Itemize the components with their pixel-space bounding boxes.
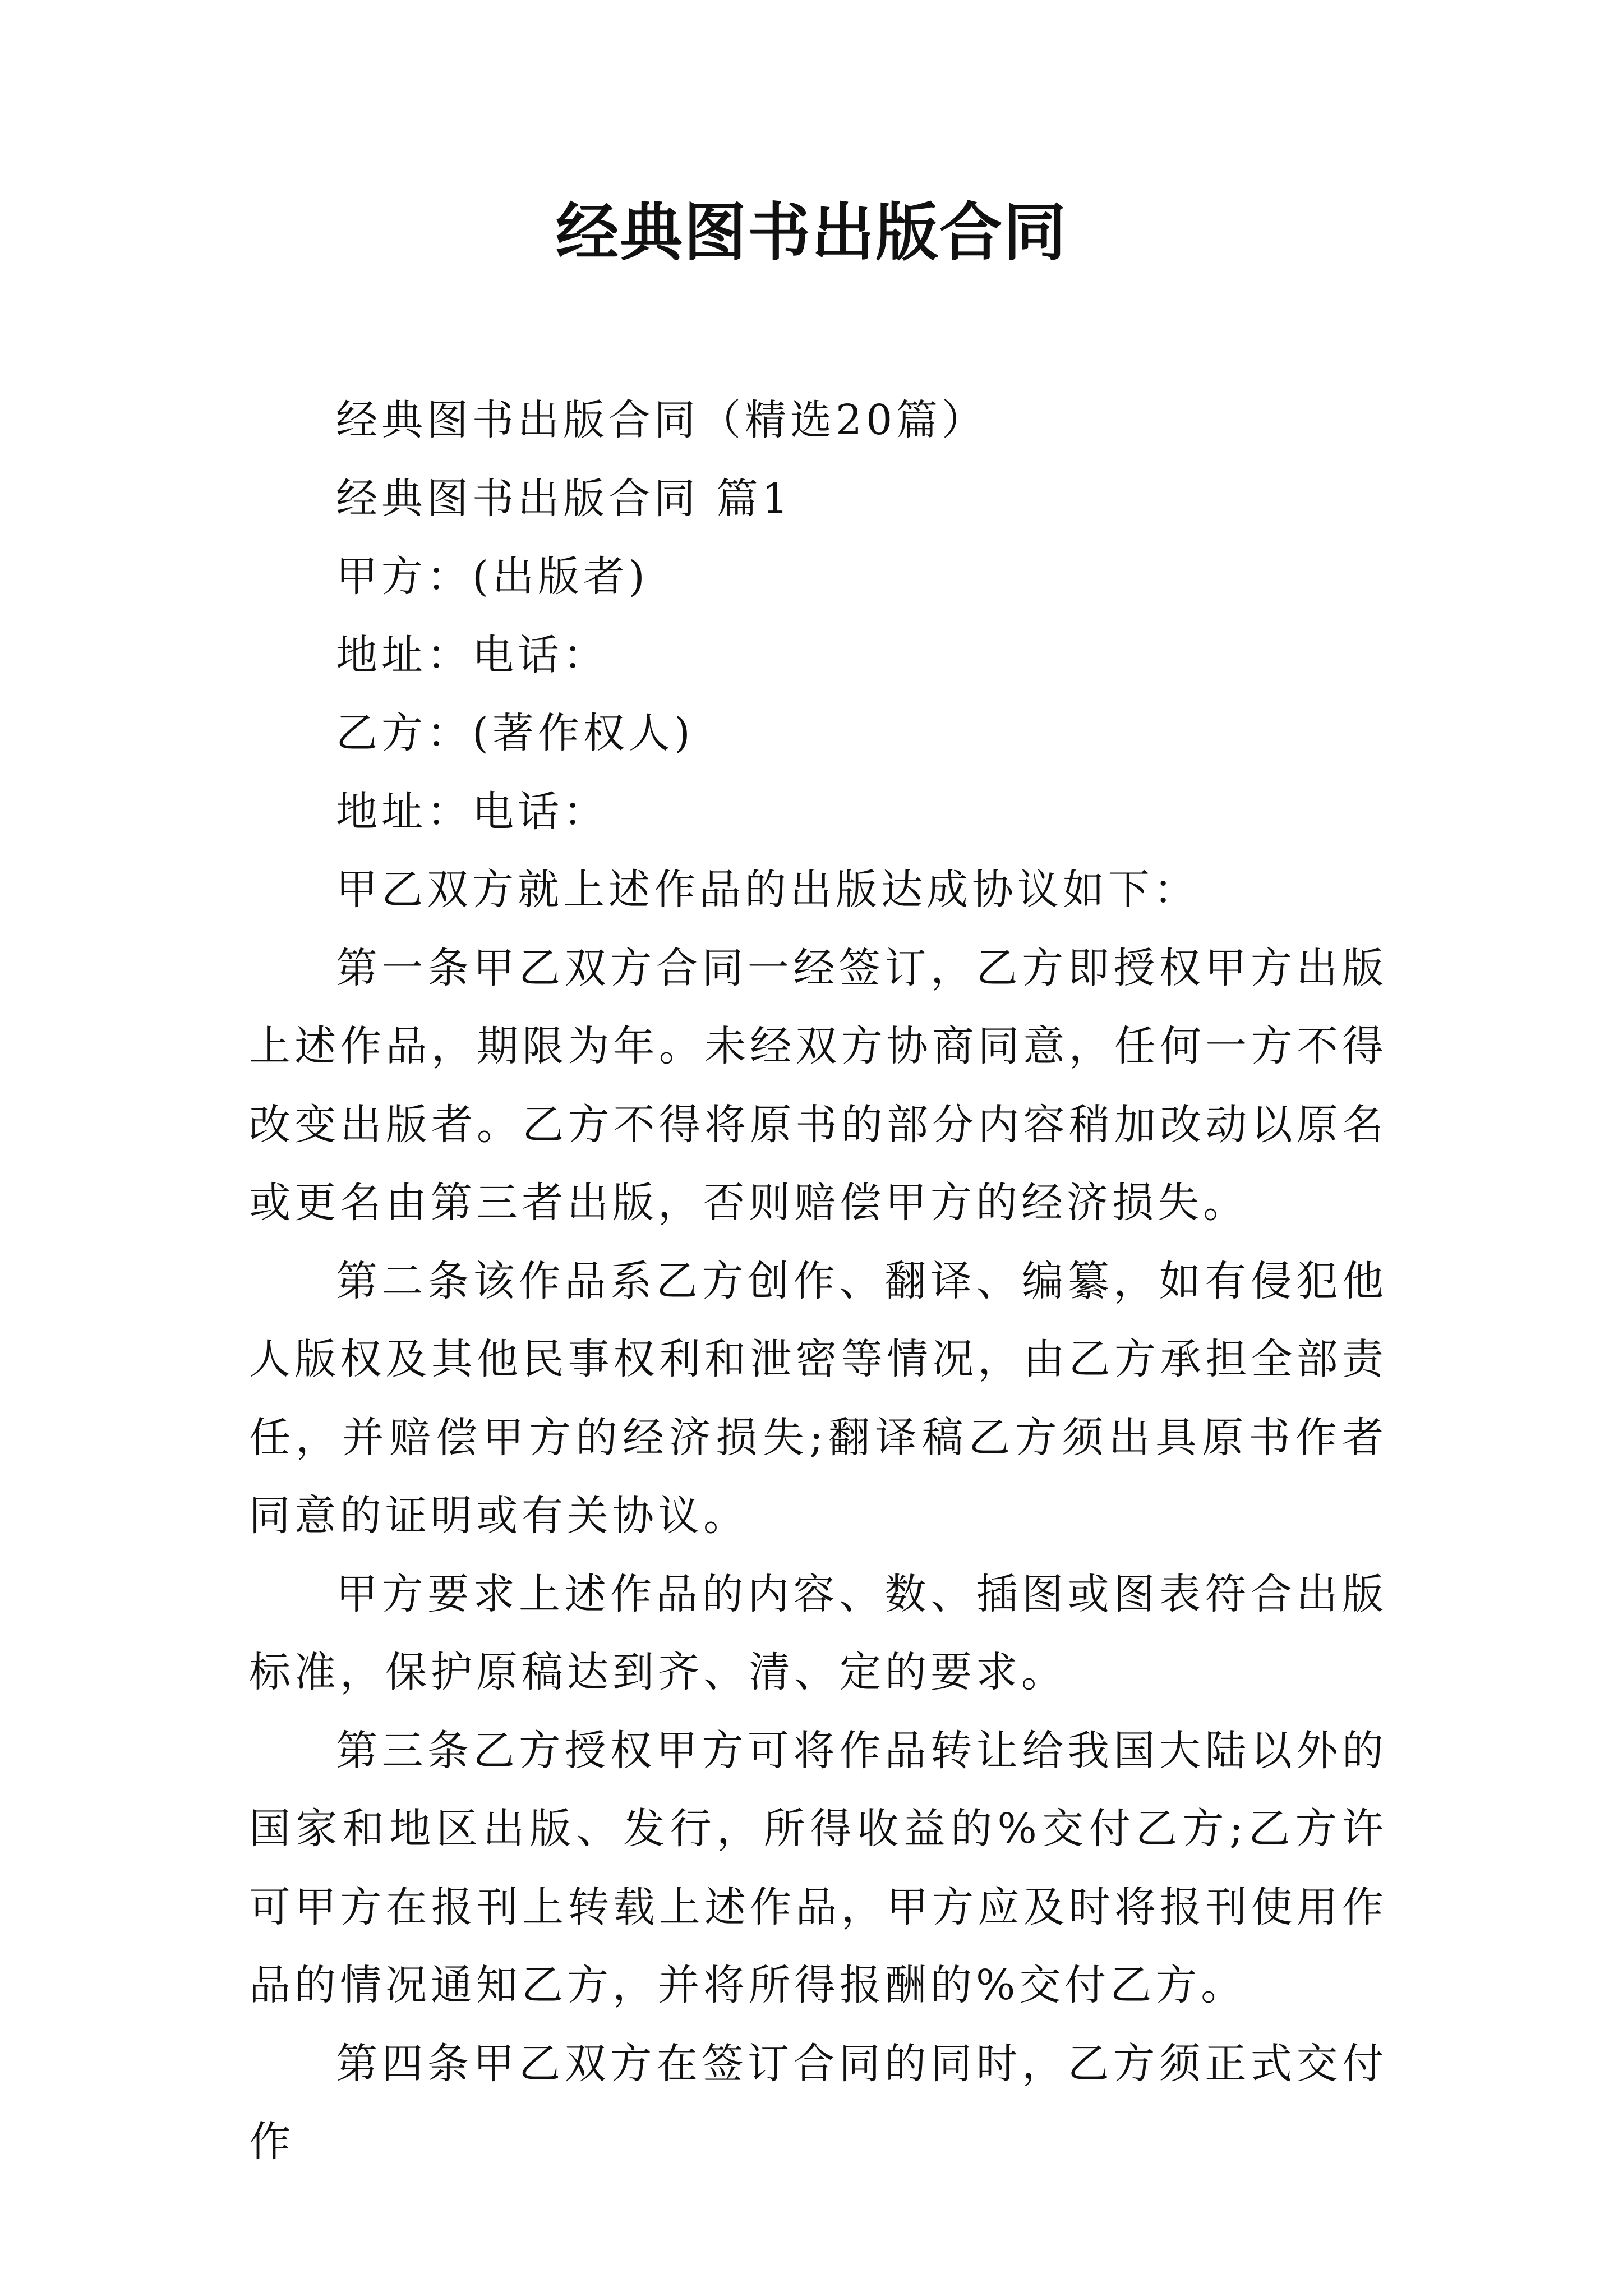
paragraph-party-b-address: 地址：电话： [336,787,608,836]
paragraph-article-1: 第一条甲乙双方合同一经签订，乙方即授权甲方出版上述作品，期限为年。未经双方协商同意，任何一方不得改变出版者。乙方不得将原书的部分内容稍加改动以原名或更名由第三者出版，否则赔偿甲方的经济损失。 [249,944,1387,1227]
paragraph-article-3: 第三条乙方授权甲方可将作品转让给我国大陆以外的国家和地区出版、发行，所得收益的%交付乙方;乙方许可甲方在报刊上转载上述作品，甲方应及时将报刊使用作品的情况通知乙方，并将所得报酬的%交付乙方。 [249,1726,1387,2009]
paragraph-article-2-requirements: 甲方要求上述作品的内容、数、插图或图表符合出版标准，保护原稿达到齐、清、定的要求。 [249,1570,1387,1696]
document-body [249,381,1387,2182]
paragraph-subtitle: 经典图书出版合同（精选20篇） [336,396,988,444]
paragraph-article-4: 第四条甲乙双方在签订合同的同时，乙方须正式交付作 [249,2039,1387,2166]
paragraph-section-heading: 经典图书出版合同 篇1 [336,474,792,523]
paragraph-party-a-address: 地址：电话： [336,631,608,679]
paragraph-article-2: 第二条该作品系乙方创作、翻译、编纂，如有侵犯他人版权及其他民事权利和泄密等情况，由乙方承担全部责任，并赔偿甲方的经济损失;翻译稿乙方须出具原书作者同意的证明或有关协议。 [249,1257,1387,1540]
paragraph-party-a: 甲方：(出版者) [336,553,649,601]
document-title: 经典图书出版合同 [556,196,1067,269]
paragraph-party-b: 乙方：(著作权人) [336,709,694,757]
paragraph-agreement-intro: 甲乙双方就上述作品的出版达成协议如下： [336,866,1199,914]
